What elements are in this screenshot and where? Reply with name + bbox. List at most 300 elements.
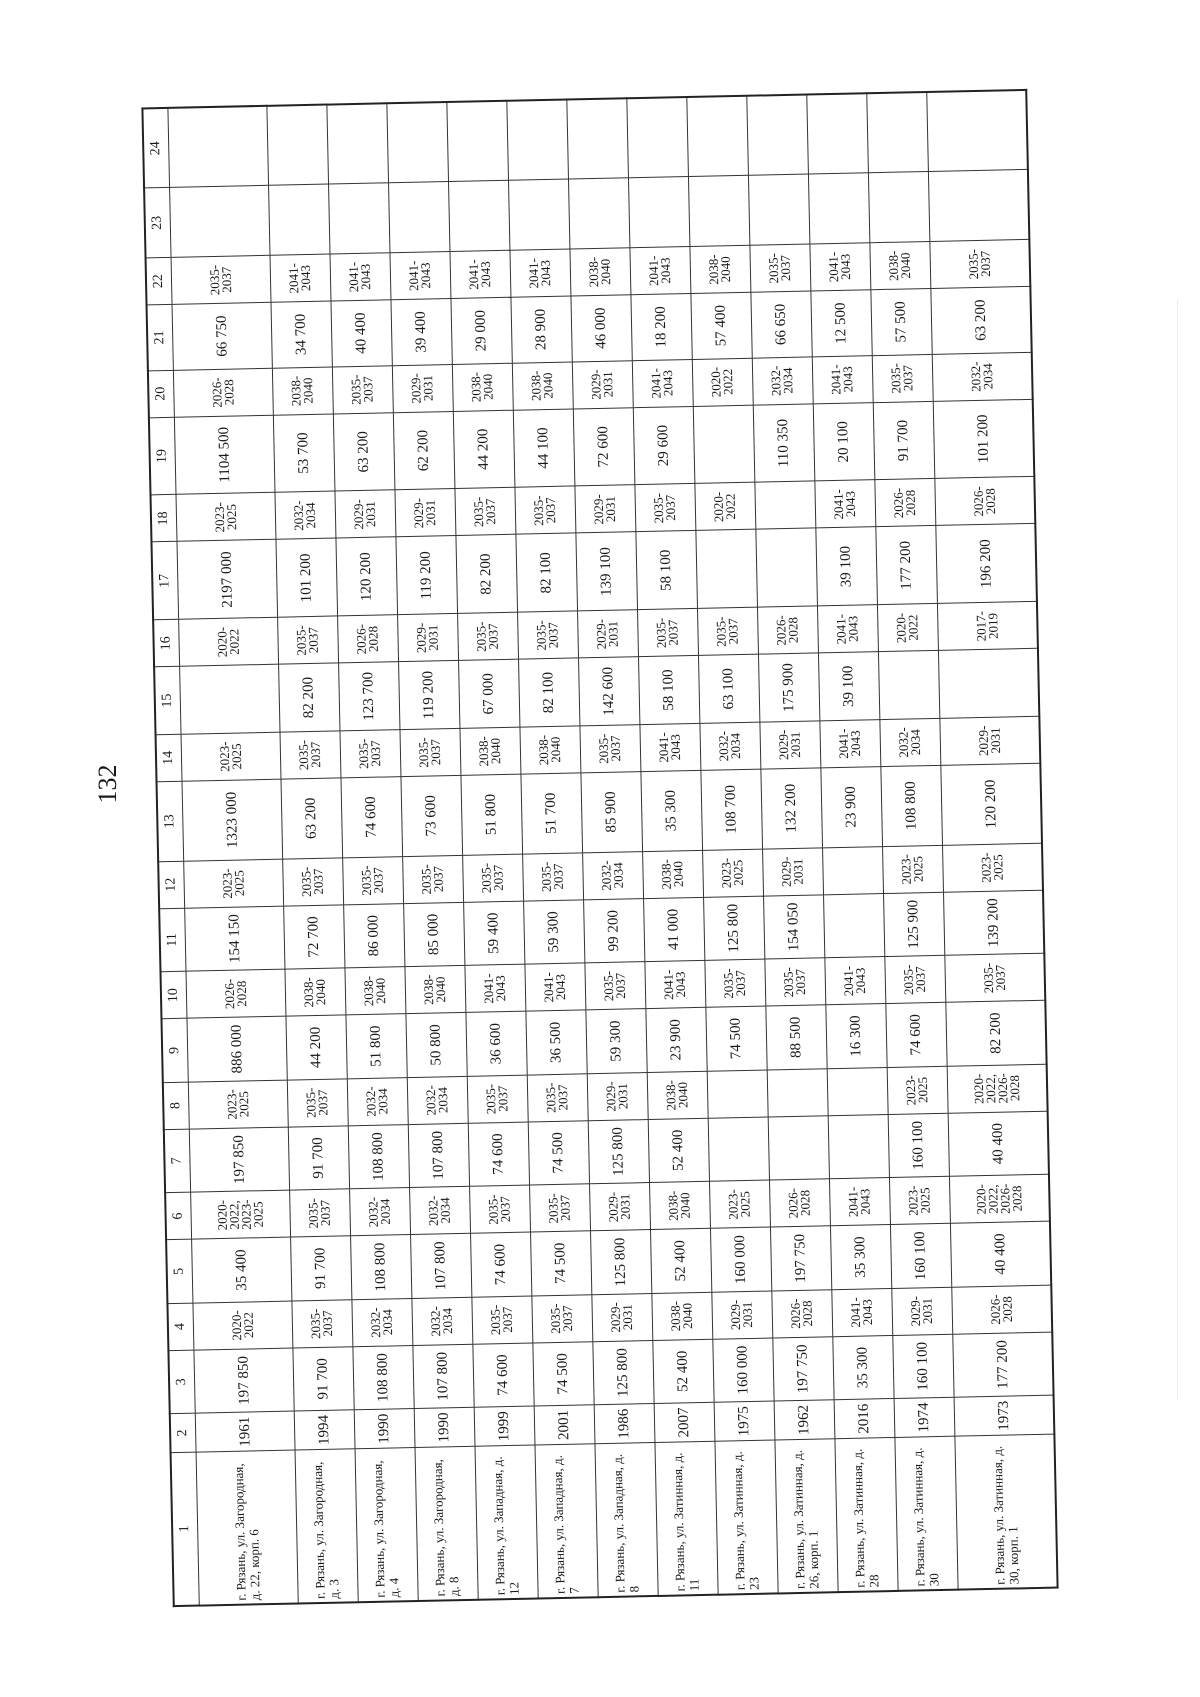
period-cell: 2035- 2037	[580, 724, 641, 772]
amount-cell: 63 200	[333, 412, 395, 491]
period-cell: 2035- 2037	[930, 239, 1031, 288]
amount-cell: 886 000	[187, 1016, 287, 1081]
period-cell	[627, 97, 689, 178]
amount-cell: 154 150	[185, 906, 285, 971]
period-cell: 2020- 2022	[692, 358, 753, 406]
amount-cell: 82 100	[518, 658, 579, 727]
period-cell: 2023- 2025	[889, 1176, 950, 1224]
period-cell: 2020- 2022, 2026- 2028	[947, 1064, 1048, 1113]
period-cell: 2035- 2037	[457, 612, 518, 660]
period-cell: 2041- 2043	[630, 247, 691, 295]
period-cell: 2032- 2034	[352, 1298, 413, 1346]
rotated-table-wrapper	[141, 89, 1058, 1607]
column-number-header: 20	[148, 370, 174, 418]
amount-cell: 119 200	[398, 661, 459, 730]
period-cell: 2032- 2034	[275, 491, 336, 539]
amount-cell: 120 200	[941, 763, 1042, 845]
amount-cell: 108 800	[353, 1345, 414, 1410]
period-cell: 2035- 2037	[455, 488, 516, 536]
address-cell: г. Рязань, ул. Загородная, д. 3	[295, 1449, 358, 1604]
amount-cell: 197 850	[189, 1127, 289, 1192]
amount-cell: 74 600	[468, 1122, 529, 1187]
period-cell: 2035- 2037	[340, 729, 401, 777]
period-cell: 2035- 2037	[342, 856, 403, 904]
period-cell: 2020- 2022	[193, 1301, 293, 1350]
period-cell: 2035- 2037	[467, 1075, 528, 1123]
period-cell: 2041- 2043	[812, 355, 873, 403]
period-cell: 2041- 2043	[825, 957, 886, 1005]
period-cell	[767, 1068, 828, 1116]
column-number-header: 3	[168, 1350, 195, 1414]
amount-cell: 66 650	[751, 291, 812, 358]
period-cell: 2038- 2040	[570, 248, 631, 296]
amount-cell: 18 200	[631, 294, 692, 361]
amount-cell: 1323 000	[182, 779, 282, 861]
address-cell: г. Рязань, ул. Загородная, д. 4	[355, 1448, 418, 1603]
period-cell: 2023- 2025	[709, 1180, 770, 1228]
amount-cell: 196 200	[936, 524, 1037, 604]
period-cell: 2035- 2037	[277, 616, 338, 664]
amount-cell	[688, 176, 749, 247]
period-cell: 2035- 2037	[527, 1073, 588, 1121]
amount-cell: 29 600	[633, 406, 695, 485]
period-cell: 2029- 2031	[395, 489, 456, 537]
period-cell	[866, 92, 928, 173]
amount-cell	[823, 893, 884, 958]
amount-cell: 160 100	[890, 1223, 951, 1288]
address-cell: г. Рязань, ул. Загородная, д. 22, корп. 6	[196, 1450, 298, 1606]
amount-cell: 72 600	[573, 407, 635, 486]
period-cell: 2026- 2028	[772, 1289, 833, 1337]
amount-cell: 107 800	[408, 1123, 469, 1188]
amount-cell	[508, 179, 569, 250]
amount-cell: 16 300	[826, 1004, 887, 1069]
amount-cell: 91 700	[288, 1126, 349, 1191]
period-cell: 2038- 2040	[405, 966, 466, 1014]
amount-cell	[708, 1117, 769, 1182]
period-cell: 2032- 2034	[347, 1077, 408, 1125]
period-cell: 2035- 2037	[171, 255, 271, 304]
period-cell: 2020- 2022, 2026- 2028	[949, 1174, 1050, 1223]
column-number-header: 17	[151, 542, 178, 620]
period-cell: 2035- 2037	[522, 853, 583, 901]
amount-cell: 160 000	[713, 1338, 774, 1403]
year-cell: 2007	[654, 1402, 715, 1442]
amount-cell: 12 500	[811, 290, 872, 357]
amount-cell: 125 800	[593, 1340, 654, 1405]
period-cell: 2032- 2034	[932, 352, 1033, 401]
amount-cell: 52 400	[653, 1339, 714, 1404]
period-cell: 2029- 2031	[940, 716, 1041, 765]
period-cell: 2026- 2028	[186, 969, 286, 1018]
amount-cell: 82 100	[516, 533, 578, 612]
amount-cell: 29 000	[451, 297, 512, 364]
period-cell: 2041- 2043	[510, 249, 571, 297]
period-cell: 2041- 2043	[330, 253, 391, 301]
period-cell: 2032- 2034	[700, 722, 761, 770]
page-number: 132	[93, 764, 122, 804]
year-cell: 1990	[414, 1407, 475, 1447]
period-cell: 2032- 2034	[349, 1188, 410, 1236]
period-cell: 2041- 2043	[817, 605, 878, 653]
period-cell: 2023- 2025	[882, 845, 943, 893]
amount-cell: 39 100	[818, 652, 879, 721]
amount-cell: 72 700	[283, 905, 344, 970]
period-cell: 2023- 2025	[887, 1066, 948, 1114]
amount-cell: 62 200	[393, 411, 455, 490]
period-cell: 2038- 2040	[345, 967, 406, 1015]
amount-cell: 74 600	[473, 1343, 534, 1408]
year-cell: 1961	[195, 1411, 295, 1452]
period-cell: 2041- 2043	[632, 359, 693, 407]
amount-cell: 142 600	[578, 657, 639, 726]
amount-cell: 160 100	[888, 1113, 949, 1178]
amount-cell: 59 300	[523, 900, 584, 965]
amount-cell: 51 700	[521, 773, 583, 854]
column-number-header: 5	[166, 1239, 193, 1303]
amount-cell: 110 350	[753, 404, 815, 483]
amount-cell: 108 800	[881, 765, 943, 846]
column-number-header: 18	[151, 495, 177, 543]
period-cell	[926, 90, 1027, 172]
period-cell: 2029- 2031	[575, 485, 636, 533]
period-cell	[827, 1067, 888, 1115]
amount-cell: 35 300	[641, 770, 703, 851]
address-cell: г. Рязань, ул. Загородная, д. 8	[415, 1446, 478, 1601]
amount-cell: 23 900	[821, 766, 883, 847]
period-cell: 2035- 2037	[402, 855, 463, 903]
period-cell: 2029- 2031	[572, 360, 633, 408]
amount-cell	[180, 664, 280, 734]
period-cell: 2035- 2037	[517, 611, 578, 659]
period-cell: 2038- 2040	[649, 1181, 710, 1229]
amount-cell: 39 400	[391, 299, 452, 366]
column-number-header: 4	[167, 1303, 193, 1351]
period-cell: 2038- 2040	[647, 1071, 708, 1119]
period-cell: 2026- 2028	[757, 606, 818, 654]
amount-cell: 125 900	[883, 892, 944, 957]
address-cell: г. Рязань, ул. Западная, д. 12	[475, 1445, 538, 1600]
year-cell: 1962	[774, 1400, 835, 1440]
amount-cell: 57 500	[871, 289, 932, 356]
amount-cell: 35 300	[832, 1335, 893, 1400]
column-number-header: 12	[158, 861, 184, 909]
period-cell: 2029- 2031	[892, 1287, 953, 1335]
period-cell: 2038- 2040	[690, 245, 751, 293]
amount-cell: 73 600	[401, 775, 463, 856]
period-cell: 2035- 2037	[585, 962, 646, 1010]
amount-cell: 74 500	[528, 1121, 589, 1186]
period-cell: 2032- 2034	[582, 851, 643, 899]
period-cell: 2023- 2025	[184, 859, 284, 908]
period-cell	[387, 102, 449, 183]
period-cell: 2035- 2037	[462, 854, 523, 902]
period-cell: 2035- 2037	[885, 955, 946, 1003]
period-cell: 2035- 2037	[400, 728, 461, 776]
column-number-header: 13	[157, 781, 184, 861]
amount-cell: 35 400	[192, 1237, 292, 1302]
amount-cell: 160 100	[892, 1334, 953, 1399]
period-cell: 2026- 2028	[935, 477, 1036, 526]
amount-cell: 44 200	[286, 1015, 347, 1080]
period-cell: 2038- 2040	[460, 727, 521, 775]
year-cell: 1990	[354, 1409, 415, 1449]
period-cell: 2017- 2019	[937, 601, 1038, 650]
amount-cell: 82 200	[278, 663, 339, 732]
amount-cell	[628, 177, 689, 248]
column-number-header: 10	[160, 971, 186, 1019]
amount-cell: 108 700	[701, 769, 763, 850]
period-cell: 2023- 2025	[181, 732, 281, 781]
period-cell: 2035- 2037	[765, 958, 826, 1006]
amount-cell: 99 200	[583, 898, 644, 963]
period-cell: 2038- 2040	[512, 362, 573, 410]
amount-cell: 36 500	[526, 1010, 587, 1075]
column-number-header: 1	[171, 1452, 200, 1606]
column-number-header: 15	[154, 667, 181, 735]
column-number-header: 8	[163, 1082, 189, 1130]
amount-cell: 1104 500	[174, 415, 274, 495]
scan-edge-line	[1177, 300, 1178, 1400]
amount-cell: 59 300	[586, 1009, 647, 1074]
period-cell: 2035- 2037	[532, 1294, 593, 1342]
address-cell: г. Рязань, ул. Затинная, д. 26, корп. 1	[775, 1439, 838, 1594]
amount-cell: 197 850	[194, 1348, 294, 1413]
amount-cell	[268, 184, 329, 255]
period-cell: 2020- 2022	[695, 483, 756, 531]
amount-cell: 154 050	[763, 895, 824, 960]
amount-cell: 125 800	[590, 1230, 651, 1295]
amount-cell: 82 200	[456, 535, 518, 614]
amount-cell: 101 200	[933, 399, 1034, 479]
column-number-header: 7	[164, 1129, 191, 1193]
period-cell	[806, 93, 868, 174]
amount-cell	[808, 173, 869, 244]
amount-cell: 91 700	[873, 401, 935, 480]
column-number-header: 22	[146, 257, 172, 305]
column-number-header: 6	[165, 1192, 191, 1240]
period-cell: 2026- 2028	[337, 615, 398, 663]
period-cell: 2026- 2028	[769, 1179, 830, 1227]
period-cell: 2041- 2043	[829, 1178, 890, 1226]
period-cell: 2041- 2043	[820, 719, 881, 767]
amount-cell: 50 800	[406, 1013, 467, 1078]
amount-cell	[938, 649, 1039, 719]
period-cell: 2041- 2043	[810, 243, 871, 291]
amount-cell	[868, 172, 929, 243]
period-cell	[267, 105, 329, 186]
period-cell: 2038- 2040	[870, 241, 931, 289]
period-cell: 2029- 2031	[392, 364, 453, 412]
column-number-header: 16	[153, 619, 179, 667]
period-cell	[168, 106, 268, 188]
address-cell: г. Рязань, ул. Затинная, д. 30, корп. 1	[955, 1434, 1058, 1590]
period-cell: 2035- 2037	[287, 1079, 348, 1127]
amount-cell: 63 200	[931, 286, 1032, 354]
column-number-header: 14	[156, 734, 182, 782]
period-cell: 2041- 2043	[270, 254, 331, 302]
year-cell: 1986	[594, 1404, 655, 1444]
period-cell: 2041- 2043	[465, 964, 526, 1012]
period-cell: 2038- 2040	[520, 726, 581, 774]
period-cell	[507, 100, 569, 181]
amount-cell	[768, 1116, 829, 1181]
period-cell: 2026- 2028	[875, 479, 936, 527]
period-cell: 2035- 2037	[697, 607, 758, 655]
period-cell	[567, 98, 629, 179]
amount-cell: 46 000	[571, 295, 632, 362]
amount-cell: 53 700	[273, 414, 335, 493]
period-cell: 2020- 2022	[179, 617, 279, 666]
period-cell: 2035- 2037	[529, 1184, 590, 1232]
period-cell: 2029- 2031	[712, 1291, 773, 1339]
amount-cell	[878, 651, 939, 720]
period-cell: 2029- 2031	[577, 610, 638, 658]
amount-cell: 86 000	[343, 903, 404, 968]
address-cell: г. Рязань, ул. Затинная, д. 28	[835, 1437, 898, 1592]
amount-cell: 101 200	[276, 538, 338, 617]
amount-cell: 91 700	[293, 1347, 354, 1412]
column-number-header: 23	[144, 188, 171, 258]
period-cell: 2026- 2028	[951, 1285, 1052, 1334]
amount-cell: 63 100	[698, 654, 759, 723]
period-cell: 2038- 2040	[652, 1292, 713, 1340]
amount-cell: 74 600	[341, 777, 403, 858]
period-cell: 2035- 2037	[872, 354, 933, 402]
period-cell: 2023- 2025	[176, 493, 276, 542]
address-cell: г. Рязань, ул. Затинная, д. 11	[655, 1441, 718, 1596]
amount-cell	[696, 530, 758, 609]
amount-cell: 197 750	[773, 1336, 834, 1401]
amount-cell: 85 900	[581, 771, 643, 852]
period-cell	[447, 101, 509, 182]
period-cell: 2041- 2043	[645, 960, 706, 1008]
period-cell: 2035- 2037	[292, 1299, 353, 1347]
amount-cell: 41 000	[643, 897, 704, 962]
year-cell: 2001	[534, 1405, 595, 1445]
amount-cell: 51 800	[461, 774, 523, 855]
amount-cell: 107 800	[413, 1344, 474, 1409]
period-cell: 2032- 2034	[752, 357, 813, 405]
amount-cell	[693, 405, 755, 484]
period-cell: 2029- 2031	[335, 490, 396, 538]
address-cell: г. Рязань, ул. Затинная, д. 30	[895, 1436, 958, 1591]
amount-cell: 59 400	[463, 901, 524, 966]
amount-cell: 36 600	[466, 1011, 527, 1076]
amount-cell: 108 800	[350, 1235, 411, 1300]
amount-cell: 20 100	[813, 402, 875, 481]
period-cell: 2035- 2037	[637, 609, 698, 657]
amount-cell: 66 750	[172, 302, 272, 370]
period-cell: 2041- 2043	[640, 723, 701, 771]
amount-cell	[388, 182, 449, 253]
period-cell: 2038- 2040	[285, 968, 346, 1016]
amount-cell: 139 100	[576, 532, 638, 611]
amount-cell	[928, 170, 1029, 242]
period-cell: 2041- 2043	[450, 250, 511, 298]
amount-cell: 74 500	[533, 1341, 594, 1406]
column-number-header: 24	[142, 108, 169, 188]
amount-cell: 74 600	[886, 1003, 947, 1068]
amount-cell	[748, 174, 809, 245]
period-cell: 2041- 2043	[525, 963, 586, 1011]
column-number-header: 19	[149, 417, 176, 495]
period-cell: 2038- 2040	[452, 363, 513, 411]
period-cell	[327, 103, 389, 184]
period-cell: 2038- 2040	[642, 850, 703, 898]
amount-cell: 88 500	[766, 1005, 827, 1070]
period-cell: 2026- 2028	[173, 368, 273, 417]
period-cell: 2029- 2031	[587, 1072, 648, 1120]
amount-cell	[170, 186, 270, 258]
column-number-header: 2	[170, 1413, 196, 1452]
period-cell: 2041- 2043	[390, 252, 451, 300]
amount-cell: 40 400	[948, 1111, 1049, 1177]
address-cell: г. Рязань, ул. Затинная, д. 23	[715, 1440, 778, 1595]
period-cell: 2029- 2031	[589, 1183, 650, 1231]
period-cell	[822, 846, 883, 894]
period-cell: 2035- 2037	[705, 959, 766, 1007]
amount-cell: 177 200	[952, 1332, 1053, 1398]
period-cell: 2032- 2034	[880, 718, 941, 766]
amount-cell	[328, 183, 389, 254]
year-cell: 1975	[714, 1401, 775, 1441]
amount-cell: 74 500	[706, 1006, 767, 1071]
amount-cell: 58 100	[638, 656, 699, 725]
period-cell: 2035- 2037	[332, 365, 393, 413]
period-cell	[755, 481, 816, 529]
period-cell: 2032- 2034	[407, 1076, 468, 1124]
amount-cell: 63 200	[281, 778, 343, 859]
period-cell: 2035- 2037	[515, 486, 576, 534]
amount-cell: 125 800	[588, 1119, 649, 1184]
amount-cell	[828, 1114, 889, 1179]
amount-cell: 2197 000	[177, 540, 277, 620]
amount-cell: 132 200	[761, 768, 823, 849]
period-cell: 2035- 2037	[750, 244, 811, 292]
amount-cell: 35 300	[830, 1225, 891, 1290]
period-cell: 2032- 2034	[412, 1297, 473, 1345]
amount-cell: 177 200	[876, 526, 938, 605]
period-cell: 2023- 2025	[702, 849, 763, 897]
year-cell: 1994	[294, 1410, 355, 1450]
year-cell: 1974	[894, 1397, 955, 1437]
period-cell: 2038- 2040	[272, 367, 333, 415]
amount-cell: 40 400	[950, 1221, 1051, 1287]
amount-cell: 91 700	[290, 1236, 351, 1301]
amount-cell: 44 200	[453, 410, 515, 489]
amount-cell: 57 400	[691, 292, 752, 359]
period-cell	[707, 1070, 768, 1118]
address-cell: г. Рязань, ул. Западная, д. 8	[595, 1443, 658, 1598]
amount-cell: 39 100	[816, 527, 878, 606]
amount-cell: 107 800	[410, 1234, 471, 1299]
amount-cell: 52 400	[650, 1228, 711, 1293]
period-cell: 2029- 2031	[762, 848, 823, 896]
period-cell	[746, 95, 808, 176]
amount-cell: 123 700	[338, 662, 399, 731]
period-cell: 2035- 2037	[945, 953, 1046, 1002]
period-cell: 2035- 2037	[280, 731, 341, 779]
period-cell: 2023- 2025	[188, 1080, 288, 1129]
period-cell: 2035- 2037	[469, 1185, 530, 1233]
amount-cell: 108 800	[348, 1124, 409, 1189]
amount-cell: 23 900	[646, 1008, 707, 1073]
period-cell: 2032- 2034	[409, 1186, 470, 1234]
amount-cell: 58 100	[636, 531, 698, 610]
period-cell: 2020- 2022, 2023- 2025	[191, 1190, 291, 1239]
year-cell: 1999	[474, 1406, 535, 1446]
